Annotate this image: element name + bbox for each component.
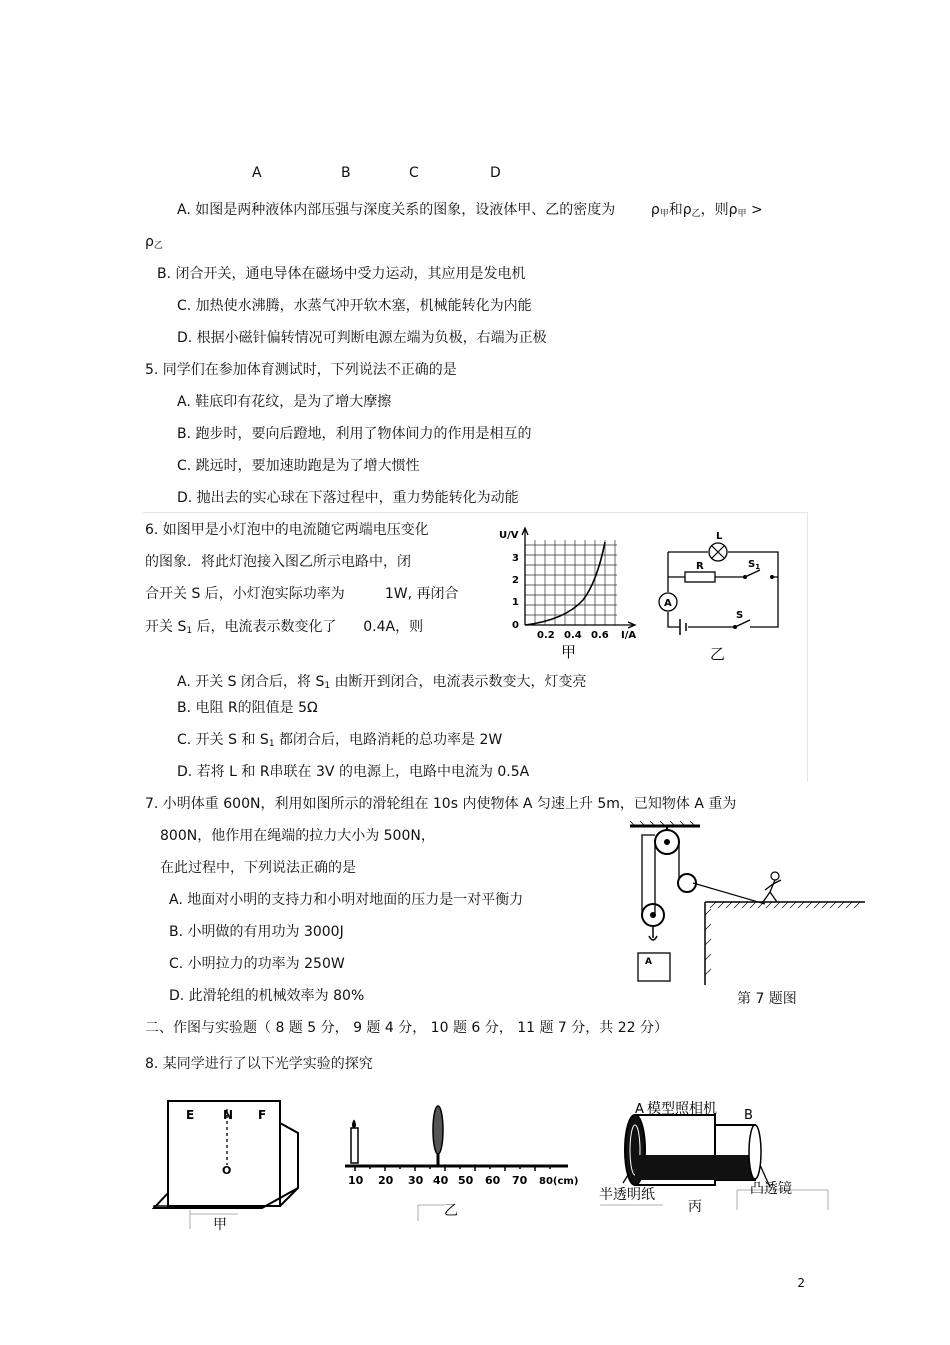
q5-option-c: C. 跳远时，要加速助跑是为了增大惯性 — [177, 458, 420, 474]
q6-circuit-diagram — [650, 522, 790, 664]
q4-option-b: B. 闭合开关，通电导体在磁场中受力运动，其应用是发电机 — [157, 266, 526, 282]
q6-stem-line1: 6. 如图甲是小灯泡中的电流随它两端电压变化 — [145, 522, 429, 538]
switch1-label: $S_1$ — [748, 559, 761, 571]
y-tick-1: 1 — [512, 597, 519, 608]
choice-label-a: A — [252, 165, 262, 181]
q6-stem-line2: 的图象．将此灯泡接入图乙所示电路中，闭 — [145, 554, 411, 570]
q7-option-c: C. 小明拉力的功率为 250W — [169, 956, 345, 972]
q6-option-a: A. 开关 S 闭合后，将 $S_1$ 由断开到闭合，电流表示数变大，灯变亮 — [177, 674, 587, 691]
q6-option-d: D. 若将 L 和 R串联在 3V 的电源上，电路中电流为 0.5A — [177, 764, 530, 780]
lens-icon — [433, 1106, 443, 1154]
q4-option-c: C. 加热使水沸腾，水蒸气冲开软木塞，机械能转化为内能 — [177, 298, 532, 314]
label-b: B — [744, 1108, 753, 1123]
q7-stem-line2: 800N，他作用在绳端的拉力大小为 500N， — [160, 828, 435, 844]
label-n: N — [223, 1108, 234, 1122]
tick-50: 50 — [458, 1174, 474, 1187]
q6-option-b: B. 电阻 R的阻值是 5Ω — [177, 700, 318, 716]
tick-10: 10 — [348, 1174, 364, 1187]
section-2-heading: 二、作图与实验题（ 8 题 5 分， 9 题 4 分， 10 题 6 分， 11 题 7 分，共 22 分） — [145, 1020, 668, 1036]
yi-caption: 乙 — [444, 1203, 458, 1219]
battery-icon — [680, 619, 686, 635]
q6-stem-line4: 开关 $S_1$ 后，电流表示数变化了 0.4A，则 — [145, 619, 424, 636]
tick-40: 40 — [433, 1174, 449, 1187]
choice-label-c: C — [409, 165, 419, 181]
q6-option-c: C. 开关 S 和 $S_1$ 都闭合后，电路消耗的总功率是 2W — [177, 732, 503, 749]
lens-label: 凸透镜 — [750, 1181, 792, 1197]
q4-option-d: D. 根据小磁针偏转情况可判断电源左端为负极，右端为正极 — [177, 330, 547, 346]
q7-option-d: D. 此滑轮组的机械效率为 80% — [169, 988, 365, 1004]
q7-option-b: B. 小明做的有用功为 3000J — [169, 924, 344, 940]
candle-icon — [351, 1128, 358, 1163]
x-axis-label: I/A — [621, 630, 637, 641]
graph-caption: 甲 — [561, 643, 577, 661]
label-f: F — [258, 1108, 267, 1122]
choice-label-b: B — [341, 165, 351, 181]
q8-figure-jia — [150, 1093, 310, 1233]
q4-option-a-continued: $\rho_乙$ — [145, 234, 163, 251]
q5-option-b: B. 跑步时，要向后蹬地，利用了物体间力的作用是相互的 — [177, 426, 532, 442]
jia-caption: 甲 — [213, 1217, 227, 1233]
resistor-label: R — [696, 561, 704, 572]
label-o: O — [222, 1164, 232, 1177]
q8-figure-bing — [595, 1095, 835, 1230]
block-a-label: A — [645, 957, 652, 967]
q8-figure-yi — [340, 1098, 580, 1223]
label-e: E — [186, 1108, 195, 1122]
resistor-icon — [685, 572, 715, 582]
q7-stem-line1: 7. 小明体重 600N，利用如图所示的滑轮组在 10s 内使物体 A 匀速上升 5m，已知物体 A 重为 — [145, 796, 737, 812]
x-tick-0-6: 0.6 — [591, 630, 609, 641]
q6-iu-graph — [495, 520, 645, 662]
q7-option-a: A. 地面对小明的支持力和小明对地面的压力是一对平衡力 — [169, 892, 524, 908]
q7-figure-caption: 第 7 题图 — [737, 991, 797, 1007]
y-tick-3: 3 — [512, 553, 519, 564]
q8-stem: 8. 某同学进行了以下光学实验的探究 — [145, 1056, 373, 1072]
y-tick-2: 2 — [512, 575, 519, 586]
label-a: A — [635, 1102, 644, 1117]
q5-option-a: A. 鞋底印有花纹，是为了增大摩擦 — [177, 394, 392, 410]
tick-20: 20 — [378, 1174, 394, 1187]
ammeter-label: A — [664, 598, 672, 609]
tick-30: 30 — [408, 1174, 424, 1187]
q5-stem: 5. 同学们在参加体育测试时，下列说法不正确的是 — [145, 362, 457, 378]
tick-70: 70 — [512, 1174, 528, 1187]
q4-option-a: A. 如图是两种液体内部压强与深度关系的图象，设液体甲、乙的密度为 $\rho_甲$和$\rho_乙$，则$\rho_甲$ > — [177, 202, 763, 219]
bing-title: 模型照相机 — [647, 1101, 717, 1117]
tick-60: 60 — [485, 1174, 501, 1187]
choice-label-d: D — [490, 165, 501, 181]
y-tick-0: 0 — [512, 620, 519, 631]
bing-caption: 丙 — [688, 1199, 702, 1215]
q5-option-d: D. 抛出去的实心球在下落过程中，重力势能转化为动能 — [177, 490, 519, 506]
convex-lens-icon — [749, 1125, 761, 1179]
lamp-label: L — [716, 531, 723, 542]
x-tick-0-4: 0.4 — [564, 630, 582, 641]
circuit-caption: 乙 — [710, 645, 726, 663]
y-axis-label: U/V — [499, 530, 519, 541]
q7-stem-line3: 在此过程中，下列说法正确的是 — [160, 860, 356, 876]
tick-80cm: 80(cm) — [539, 1176, 579, 1187]
switch-label: S — [736, 610, 744, 621]
x-tick-0-2: 0.2 — [537, 630, 555, 641]
person-head — [771, 872, 779, 880]
block-a — [638, 953, 670, 981]
person-figure — [763, 880, 781, 902]
q7-pulley-figure — [625, 820, 865, 990]
page-number: 2 — [797, 1276, 805, 1290]
q6-stem-line3: 合开关 S 后，小灯泡实际功率为 1W, 再闭合 — [145, 586, 459, 602]
paper-label: 半透明纸 — [599, 1187, 655, 1203]
